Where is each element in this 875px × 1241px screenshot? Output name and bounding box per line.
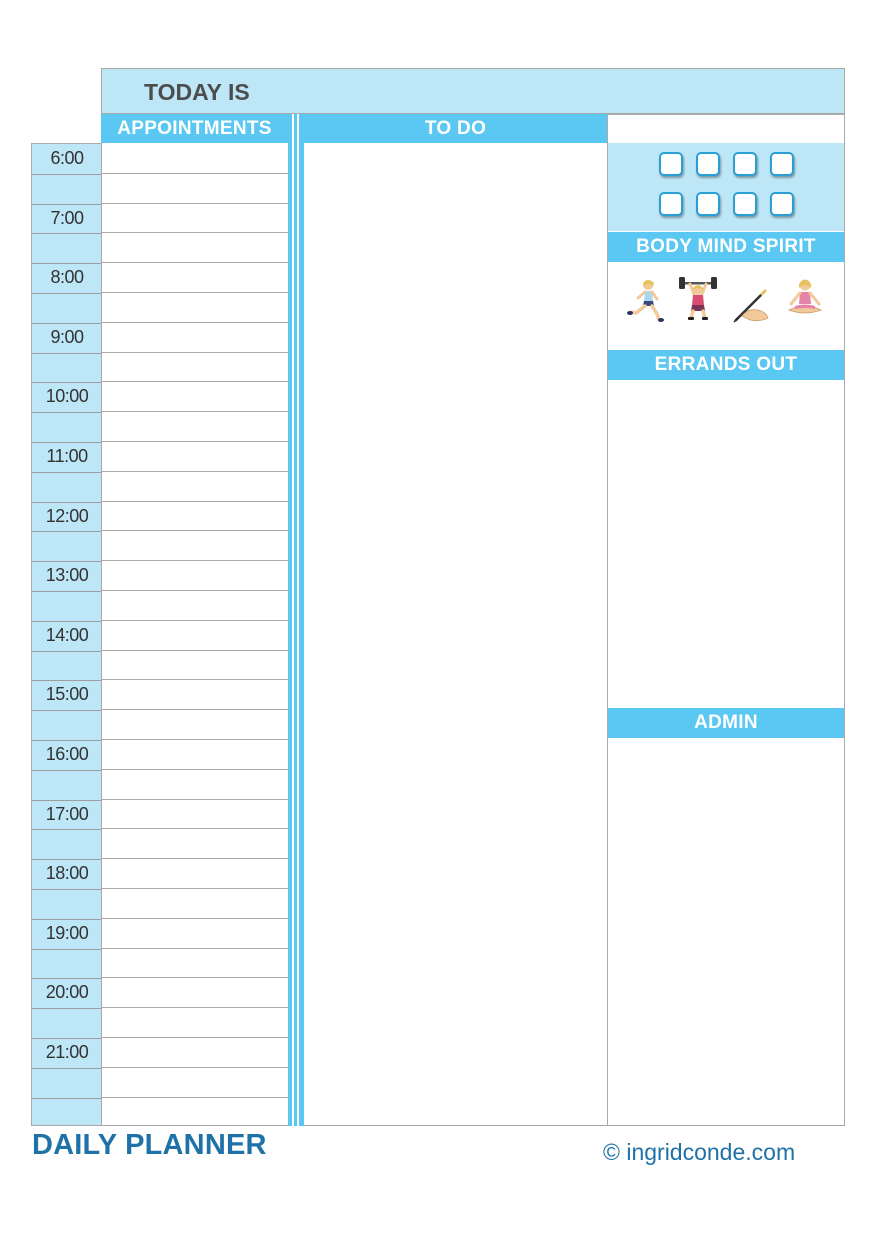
time-label: 13:00 xyxy=(45,565,89,585)
time-label: 7:00 xyxy=(50,208,84,228)
time-label: 9:00 xyxy=(50,327,84,347)
time-row-divider xyxy=(32,382,102,383)
time-label: 8:00 xyxy=(50,267,84,287)
todo-area[interactable] xyxy=(304,143,607,1126)
time-row-divider xyxy=(32,800,102,801)
time-row-divider xyxy=(32,889,102,890)
time-label: 16:00 xyxy=(45,744,89,764)
appointment-row-divider xyxy=(102,232,289,233)
errands-out-area[interactable] xyxy=(608,380,844,708)
body-mind-spirit-header: BODY MIND SPIRIT xyxy=(608,232,844,262)
time-row-divider xyxy=(32,978,102,979)
time-row-divider xyxy=(32,621,102,622)
appointment-row-divider xyxy=(102,292,289,293)
water-glass-checkbox[interactable] xyxy=(770,152,794,176)
time-row-divider xyxy=(32,1098,102,1099)
appointment-row-divider xyxy=(102,322,289,323)
time-label: 10:00 xyxy=(45,386,89,406)
body-mind-spirit-icons xyxy=(608,262,844,350)
time-row-divider xyxy=(32,1008,102,1009)
appointment-row-divider xyxy=(102,262,289,263)
time-row-divider xyxy=(32,472,102,473)
time-row-divider xyxy=(32,531,102,532)
time-row-divider xyxy=(32,204,102,205)
appointment-row-divider xyxy=(102,1097,289,1098)
time-row-divider xyxy=(32,919,102,920)
appointment-row-divider xyxy=(102,560,289,561)
water-glass-checkbox[interactable] xyxy=(770,192,794,216)
water-glass-checkbox[interactable] xyxy=(659,152,683,176)
appointment-row-divider xyxy=(102,620,289,621)
weightlifting-woman-icon xyxy=(678,276,718,320)
divider-strip xyxy=(288,114,292,1126)
time-row-divider xyxy=(32,770,102,771)
appointment-row-divider xyxy=(102,888,289,889)
appointment-row-divider xyxy=(102,769,289,770)
time-row-divider xyxy=(32,680,102,681)
time-label: 20:00 xyxy=(45,982,89,1002)
time-row-divider xyxy=(32,1038,102,1039)
appointment-row-divider xyxy=(102,590,289,591)
water-glass-checkbox[interactable] xyxy=(696,152,720,176)
time-row-divider xyxy=(32,859,102,860)
time-row-divider xyxy=(32,1068,102,1069)
time-row-divider xyxy=(32,263,102,264)
time-label: 6:00 xyxy=(50,148,84,168)
appointment-row-divider xyxy=(102,828,289,829)
time-row-divider xyxy=(32,710,102,711)
todo-header: TO DO xyxy=(304,114,607,143)
today-label: TODAY IS xyxy=(144,79,250,105)
appointments-header: APPOINTMENTS xyxy=(101,114,288,143)
time-row-divider xyxy=(32,949,102,950)
running-woman-icon xyxy=(626,278,666,322)
appointment-row-divider xyxy=(102,709,289,710)
divider-strip xyxy=(294,114,297,1126)
water-glass-checkbox[interactable] xyxy=(733,152,757,176)
time-label: 21:00 xyxy=(45,1042,89,1062)
appointment-row-divider xyxy=(102,1067,289,1068)
time-row-divider xyxy=(32,740,102,741)
appointment-row-divider xyxy=(102,441,289,442)
errands-out-header: ERRANDS OUT xyxy=(608,350,844,380)
appointment-row-divider xyxy=(102,739,289,740)
appointment-row-divider xyxy=(102,381,289,382)
appointment-row-divider xyxy=(102,471,289,472)
appointment-row-divider xyxy=(102,650,289,651)
appointment-row-divider xyxy=(102,918,289,919)
meditating-woman-icon xyxy=(785,276,825,320)
appointment-row-divider xyxy=(102,203,289,204)
time-row-divider xyxy=(32,591,102,592)
appointment-row-divider xyxy=(102,679,289,680)
appointment-row-divider xyxy=(102,411,289,412)
time-row-divider xyxy=(32,561,102,562)
time-row-divider xyxy=(32,293,102,294)
time-label: 11:00 xyxy=(46,446,88,466)
time-label: 19:00 xyxy=(45,923,89,943)
time-row-divider xyxy=(32,829,102,830)
appointment-row-divider xyxy=(102,352,289,353)
water-glass-checkbox[interactable] xyxy=(733,192,757,216)
appointment-row-divider xyxy=(102,173,289,174)
appointment-row-divider xyxy=(102,1007,289,1008)
time-column xyxy=(31,143,101,1126)
copyright-credit: © ingridconde.com xyxy=(603,1139,796,1165)
admin-area[interactable] xyxy=(608,738,844,1125)
water-glass-checkbox[interactable] xyxy=(696,192,720,216)
time-label: 15:00 xyxy=(45,684,89,704)
water-tracker xyxy=(608,143,844,231)
time-row-divider xyxy=(32,233,102,234)
water-glass-checkbox[interactable] xyxy=(659,192,683,216)
appointment-row-divider xyxy=(102,948,289,949)
writing-hand-icon xyxy=(732,284,772,328)
appointments-column[interactable] xyxy=(101,143,288,1126)
appointment-row-divider xyxy=(102,858,289,859)
appointment-row-divider xyxy=(102,1037,289,1038)
time-row-divider xyxy=(32,651,102,652)
time-label: 17:00 xyxy=(45,804,89,824)
admin-header: ADMIN xyxy=(608,708,844,738)
time-row-divider xyxy=(32,323,102,324)
appointment-row-divider xyxy=(102,501,289,502)
time-row-divider xyxy=(32,502,102,503)
time-label: 14:00 xyxy=(45,625,89,645)
appointment-row-divider xyxy=(102,977,289,978)
time-label: 12:00 xyxy=(45,506,89,526)
time-row-divider xyxy=(32,353,102,354)
time-label: 18:00 xyxy=(45,863,89,883)
planner-title: DAILY PLANNER xyxy=(32,1129,267,1161)
appointment-row-divider xyxy=(102,530,289,531)
time-row-divider xyxy=(32,412,102,413)
time-row-divider xyxy=(32,442,102,443)
appointment-row-divider xyxy=(102,799,289,800)
time-row-divider xyxy=(32,174,102,175)
